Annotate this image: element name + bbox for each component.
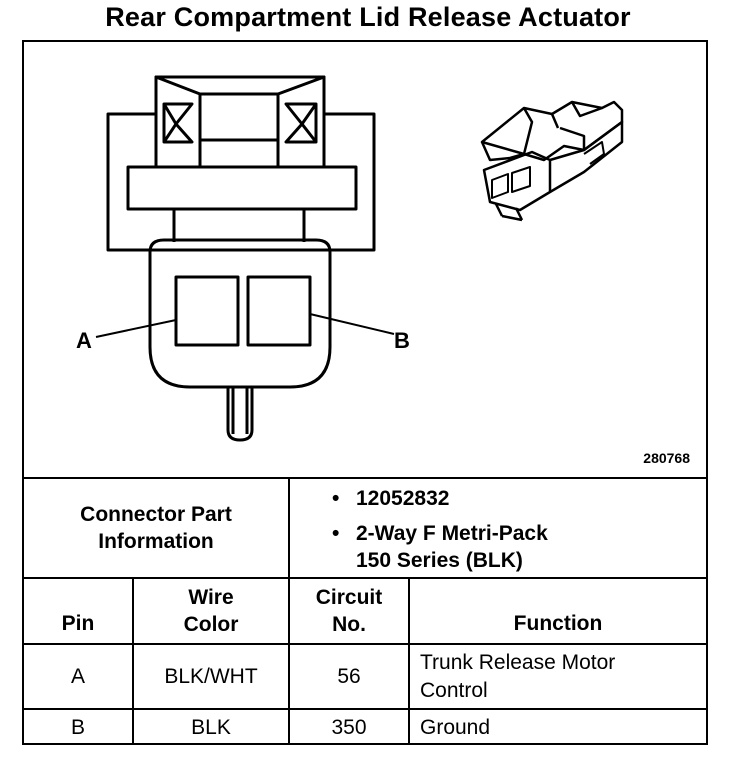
row-a-wire-color: BLK/WHT: [164, 664, 258, 688]
header-circuit-line1: Circuit: [315, 585, 383, 609]
header-wire-color-line2: Color: [183, 613, 239, 636]
row-a-function: [420, 645, 704, 708]
figure-number: 280768: [643, 450, 690, 466]
cavity-b: [248, 277, 310, 345]
row-b-pin: B: [70, 715, 85, 739]
connector-housing: [108, 77, 374, 250]
header-circuit-line2: No.: [332, 613, 366, 636]
connector-drawing: [24, 42, 706, 477]
row-a-function-line2: Control: [420, 678, 488, 702]
header-pin: Pin: [61, 612, 95, 636]
row-a-circuit: 56: [337, 664, 361, 688]
pin-label-a: A: [76, 328, 92, 353]
diagram-frame: [22, 40, 708, 745]
row-b-function: Ground: [420, 715, 491, 739]
header-wire-color: [134, 579, 288, 643]
diagram-title: Rear Compartment Lid Release Actuator: [105, 2, 631, 32]
leader-b: [310, 314, 394, 334]
header-circuit: [290, 579, 408, 643]
connector-iso-view: [482, 102, 622, 220]
connector-info-label-line2: Information: [98, 530, 214, 553]
connector-type-line1: 2-Way F Metri-Pack: [356, 521, 548, 545]
housing-flange: [128, 167, 356, 209]
part-number: 12052832: [356, 487, 450, 510]
connector-info-item: [332, 520, 548, 575]
bullet-icon: •: [332, 521, 340, 545]
column-divider-2: [408, 577, 410, 745]
connector-info-label: [24, 479, 288, 577]
connector-type-line2: 150 Series (BLK): [356, 549, 523, 573]
header-wire-color-line1: Wire: [188, 585, 234, 609]
row-b-wire-color: BLK: [191, 715, 231, 739]
pin-label-b: B: [394, 328, 410, 353]
connector-info-item: [332, 485, 548, 513]
connector-info-label-line1: Connector Part: [80, 502, 232, 526]
cavity-a: [176, 277, 238, 345]
bullet-icon: •: [332, 487, 340, 510]
connector-info-list: [332, 485, 548, 575]
row-a-function-line1: Trunk Release Motor: [420, 651, 616, 675]
header-function: Function: [513, 612, 603, 636]
row-a-pin: A: [70, 664, 85, 688]
leader-a: [96, 320, 176, 337]
row-b-circuit: 350: [331, 715, 367, 739]
